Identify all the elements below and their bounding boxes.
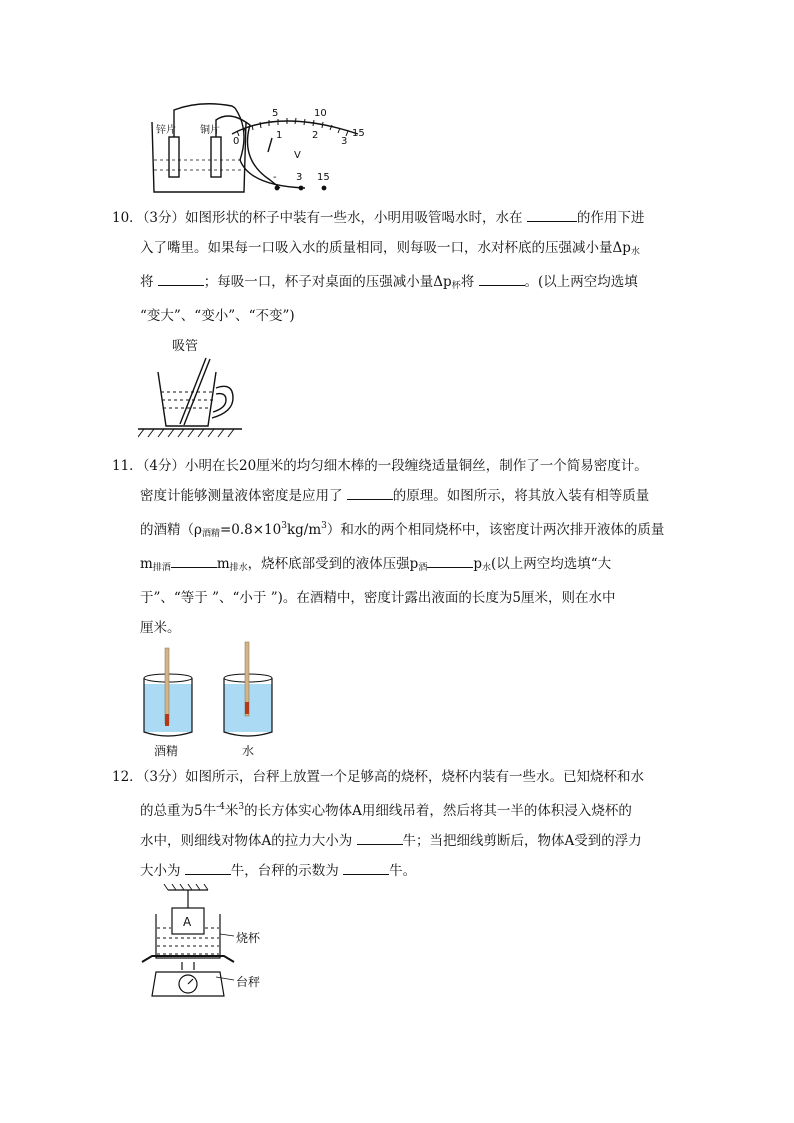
question-12: 12．（3分）如图所示，台秤上放置一个足够高的烧杯，烧杯内装有一些水。已知烧杯和水 的总重为5牛$^{-4}$米$^3$的长方体实心物体A用细线吊着，然后将其一半的体积浸入烧杯的 水中，则细线对物体A的拉力大小为 牛；当把细线剪断后，物体A受到的浮力 大小为 牛，台秤的示数为 牛。 — [112, 769, 645, 879]
terminal-3: 3 — [296, 172, 303, 183]
q10-blank-1[interactable] — [527, 206, 577, 222]
hydrometer-beakers-figure — [140, 638, 290, 758]
q12-blank-3[interactable] — [343, 859, 389, 875]
straw-label: 吸管 — [172, 339, 199, 354]
beaker-label: 烧杯 — [236, 931, 261, 945]
voltmeter-scale-inner-3: 3 — [341, 136, 348, 147]
voltmeter-scale-outer-10: 10 — [314, 108, 327, 119]
terminal-minus: - — [273, 172, 277, 183]
voltmeter-scale-inner-2: 2 — [312, 130, 319, 141]
q12-blank-1[interactable] — [357, 829, 403, 845]
q11-blank-2[interactable] — [171, 552, 217, 568]
label-water: 水 — [242, 744, 255, 758]
voltmeter-unit: V — [294, 150, 301, 161]
voltmeter-scale-outer-15: 15 — [352, 128, 365, 139]
voltmeter-circuit-figure — [140, 100, 370, 196]
question-10: 10．（3分）如图形状的杯子中装有一些水，小明用吸管喝水时，水在 的作用下进 入了嘴里。如果每一口吸入水的质量相同，则每吸一口，水对杯底的压强减小量$\Delta p_水$ 将 ；每吸一口，杯子对桌面的压强减小量$\Delta p_杯$将 。(以上两空均选填 “变大”、“变小”、“不变”) — [112, 203, 692, 331]
label-alcohol: 酒精 — [154, 744, 179, 758]
q12-blank-2[interactable] — [185, 859, 231, 875]
scale-label: 台秤 — [236, 975, 261, 989]
scale-beaker-block-figure — [138, 884, 288, 1008]
question-11: 11．（4分）小明在长20厘米的均匀细木棒的一段缠绕适量铜丝，制作了一个简易密度计。 密度计能够测量液体密度是应用了 的原理。如图所示，将其放入装有相等质量 的酒精$(\rho_{酒精}=0.8\times 10^3kg/m^3)$和水的两个相同烧杯中，该密度计两次排开液体的质量 $m_{排酒}$ $m_{排水}$，烧杯底部受到的液体压强$p_酒$ $p_水$(以上两空均选填“大 于”、“等于 ”、“小于 ”)。在酒精中，密度计露出液面的长度为5厘米，则在水中 厘米。 — [112, 458, 665, 636]
q10-blank-3[interactable] — [479, 270, 525, 286]
terminal-15: 15 — [317, 172, 330, 183]
copper-label: 铜片 — [200, 125, 220, 136]
q10-blank-2[interactable] — [158, 270, 204, 286]
voltmeter-scale-outer-5: 5 — [272, 108, 279, 119]
q11-blank-3[interactable] — [427, 552, 473, 568]
cup-with-straw-figure — [138, 332, 248, 438]
voltmeter-scale-inner-0: 0 — [233, 136, 240, 147]
zinc-label: 锌片 — [156, 125, 176, 136]
block-a-label: A — [183, 915, 192, 929]
q11-blank-1[interactable] — [347, 484, 393, 500]
voltmeter-scale-inner-1: 1 — [276, 130, 283, 141]
